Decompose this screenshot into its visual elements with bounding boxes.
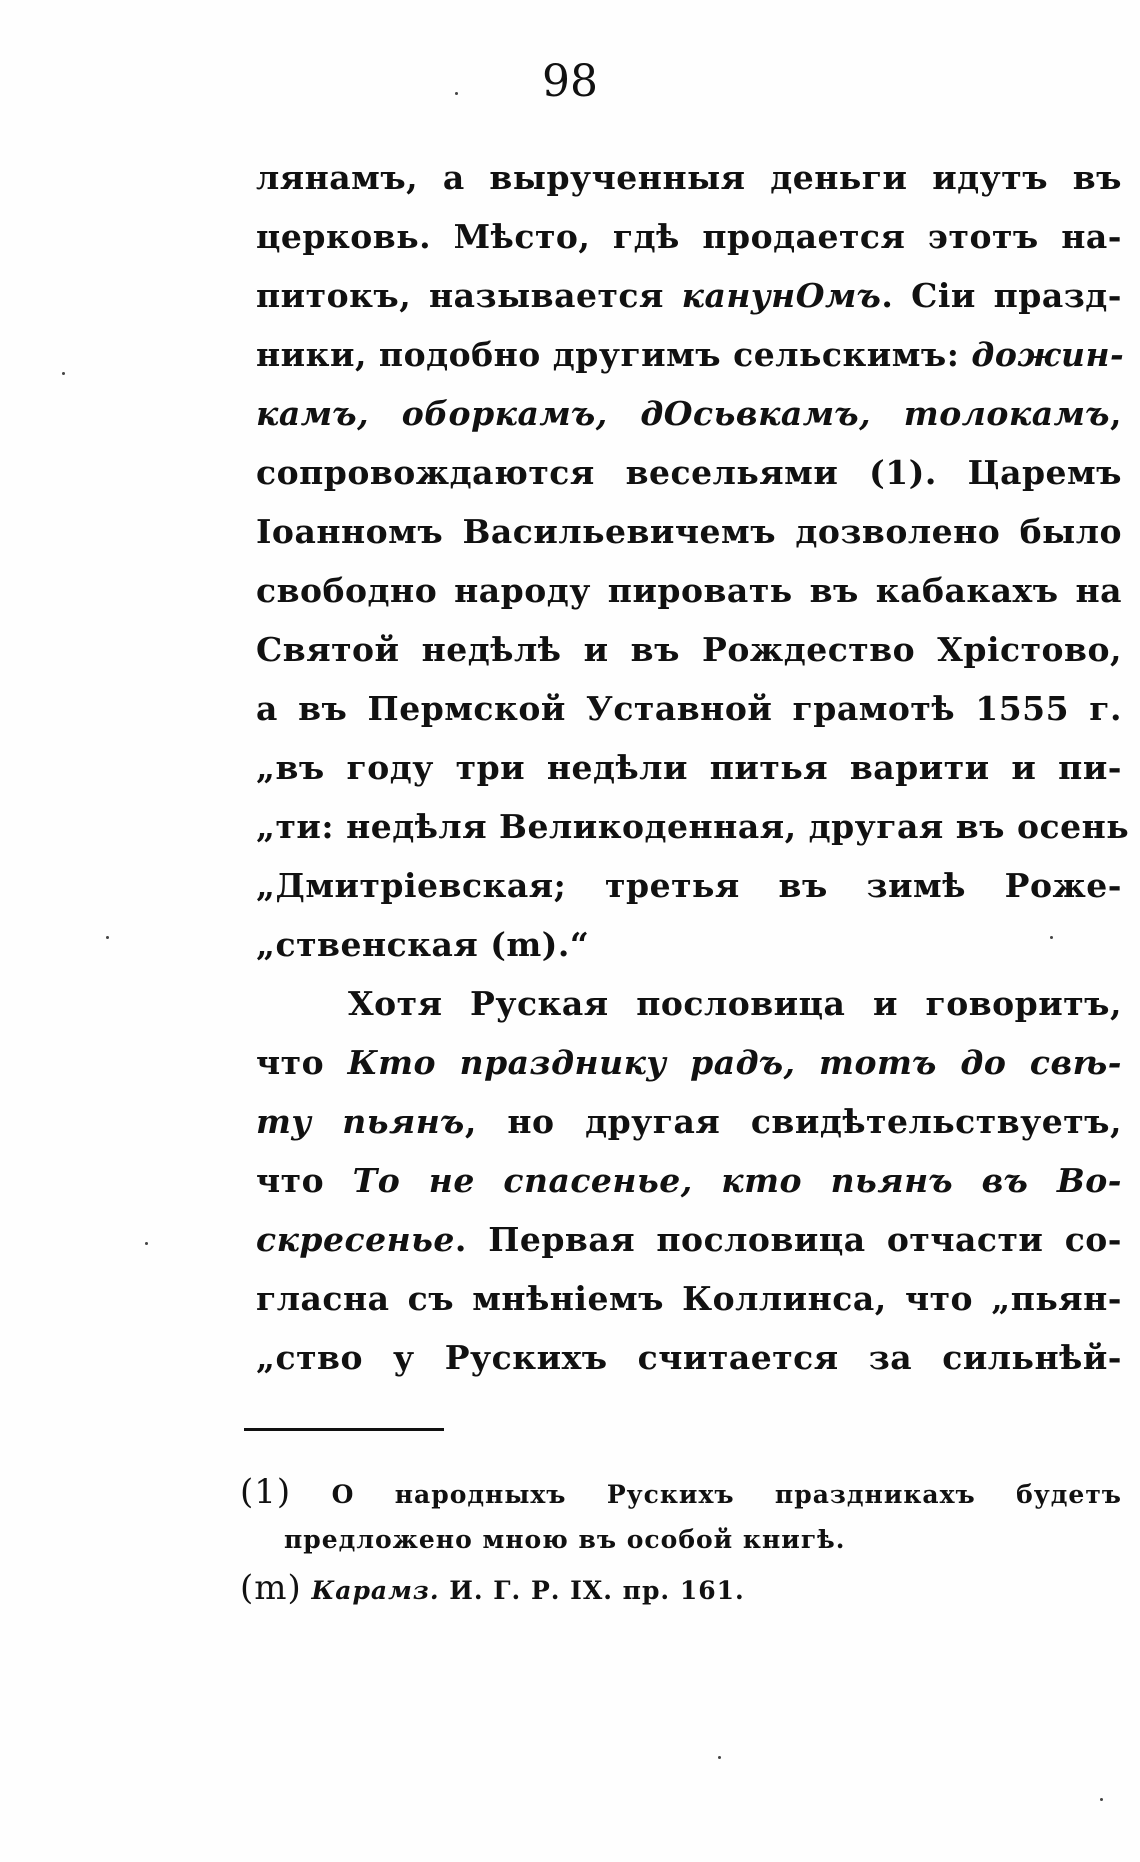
text-segment: что bbox=[256, 1043, 348, 1082]
text-line bbox=[256, 561, 1122, 620]
text-segment: сопровождаются весельями (1). Царемъ bbox=[256, 453, 1122, 492]
text-segment: церковь. Мѣсто, гдѣ продается этотъ на- bbox=[256, 217, 1122, 256]
italic-text: скресенье bbox=[256, 1220, 455, 1259]
text-segment: , bbox=[1110, 394, 1122, 433]
text-segment: Хотя Руская пословица и говоритъ, bbox=[348, 984, 1122, 1023]
text-segment: питокъ, называется bbox=[256, 276, 682, 315]
text-segment: а въ Пермской Уставной грамотѣ 1555 г. bbox=[256, 689, 1122, 728]
footnote-1-continuation: предложено мною въ особой книгѣ. bbox=[284, 1525, 846, 1554]
print-speck bbox=[106, 936, 109, 939]
italic-text: Кто празднику радъ, тотъ до свѣ- bbox=[347, 1043, 1122, 1082]
italic-text: дожин- bbox=[971, 335, 1125, 374]
text-segment: . Сіи празд- bbox=[881, 276, 1122, 315]
text-line bbox=[256, 1151, 1122, 1210]
italic-text: канунОмъ bbox=[681, 276, 882, 315]
text-line bbox=[256, 915, 1122, 974]
page-number: 98 bbox=[542, 56, 598, 107]
text-line bbox=[256, 974, 1122, 1033]
text-segment: „въ году три недѣли питья варити и пи- bbox=[256, 748, 1122, 787]
footnote-m-mark: (m) bbox=[240, 1568, 302, 1608]
text-segment: гласна съ мнѣніемъ Коллинса, что „пьян- bbox=[256, 1279, 1122, 1318]
footnote-rule bbox=[244, 1428, 444, 1431]
text-line bbox=[256, 266, 1122, 325]
text-line bbox=[256, 679, 1122, 738]
footnote-1-line-2 bbox=[240, 1516, 1122, 1564]
text-line bbox=[256, 207, 1122, 266]
text-line bbox=[256, 502, 1122, 561]
text-segment: Святой недѣлѣ и въ Рождество Хрістово, bbox=[256, 630, 1122, 669]
print-speck bbox=[62, 372, 65, 375]
text-segment: , но другая свидѣтельствуетъ, bbox=[464, 1102, 1122, 1141]
text-segment: . Первая пословица отчасти со- bbox=[454, 1220, 1122, 1259]
footnote-m-text: И. Г. Р. IX. пр. 161. bbox=[439, 1576, 745, 1605]
italic-text: камъ, оборкамъ, дОсьвкамъ, толокамъ bbox=[256, 394, 1110, 433]
text-segment: лянамъ, а вырученныя деньги идутъ въ bbox=[256, 158, 1122, 197]
footnote-1-text: О народныхъ Рускихъ праздникахъ будетъ bbox=[331, 1480, 1122, 1509]
text-line bbox=[256, 1328, 1122, 1387]
footnote-m bbox=[240, 1564, 1122, 1612]
text-line bbox=[256, 738, 1122, 797]
main-text bbox=[256, 148, 1130, 1387]
text-line bbox=[256, 856, 1122, 915]
footnote-m-source: Карамз. bbox=[311, 1576, 440, 1605]
text-line bbox=[256, 620, 1122, 679]
text-segment: Іоанномъ Васильевичемъ дозволено было bbox=[256, 512, 1122, 551]
italic-text: То не спасенье, кто пьянъ въ Во- bbox=[352, 1161, 1122, 1200]
text-line bbox=[256, 1033, 1122, 1092]
text-segment: „ственская (m).“ bbox=[256, 925, 590, 964]
text-segment: свободно народу пировать въ кабакахъ на bbox=[256, 571, 1122, 610]
print-speck bbox=[718, 1756, 721, 1759]
text-segment: что bbox=[256, 1161, 353, 1200]
text-segment: ники, подобно другимъ сельскимъ: bbox=[256, 335, 972, 374]
footnote-1-mark: (1) bbox=[240, 1472, 292, 1512]
text-line bbox=[256, 443, 1122, 502]
text-segment: „ство у Рускихъ считается за сильнѣй- bbox=[256, 1338, 1122, 1377]
text-line bbox=[256, 384, 1122, 443]
print-speck bbox=[1050, 936, 1053, 939]
text-line bbox=[256, 1210, 1122, 1269]
text-line bbox=[256, 1269, 1122, 1328]
print-speck bbox=[455, 92, 458, 95]
text-segment: „ти: недѣля Великоденная, другая въ осень bbox=[256, 807, 1130, 846]
text-line bbox=[256, 148, 1122, 207]
footnotes bbox=[240, 1468, 1122, 1612]
text-line bbox=[256, 325, 1125, 384]
print-speck bbox=[145, 1242, 148, 1245]
text-segment: „Дмитріевская; третья въ зимѣ Роже- bbox=[256, 866, 1122, 905]
footnote-1-line-1 bbox=[240, 1468, 1122, 1516]
text-line bbox=[256, 1092, 1122, 1151]
text-line bbox=[256, 797, 1130, 856]
print-speck bbox=[1100, 1798, 1103, 1801]
italic-text: ту пьянъ bbox=[256, 1102, 465, 1141]
